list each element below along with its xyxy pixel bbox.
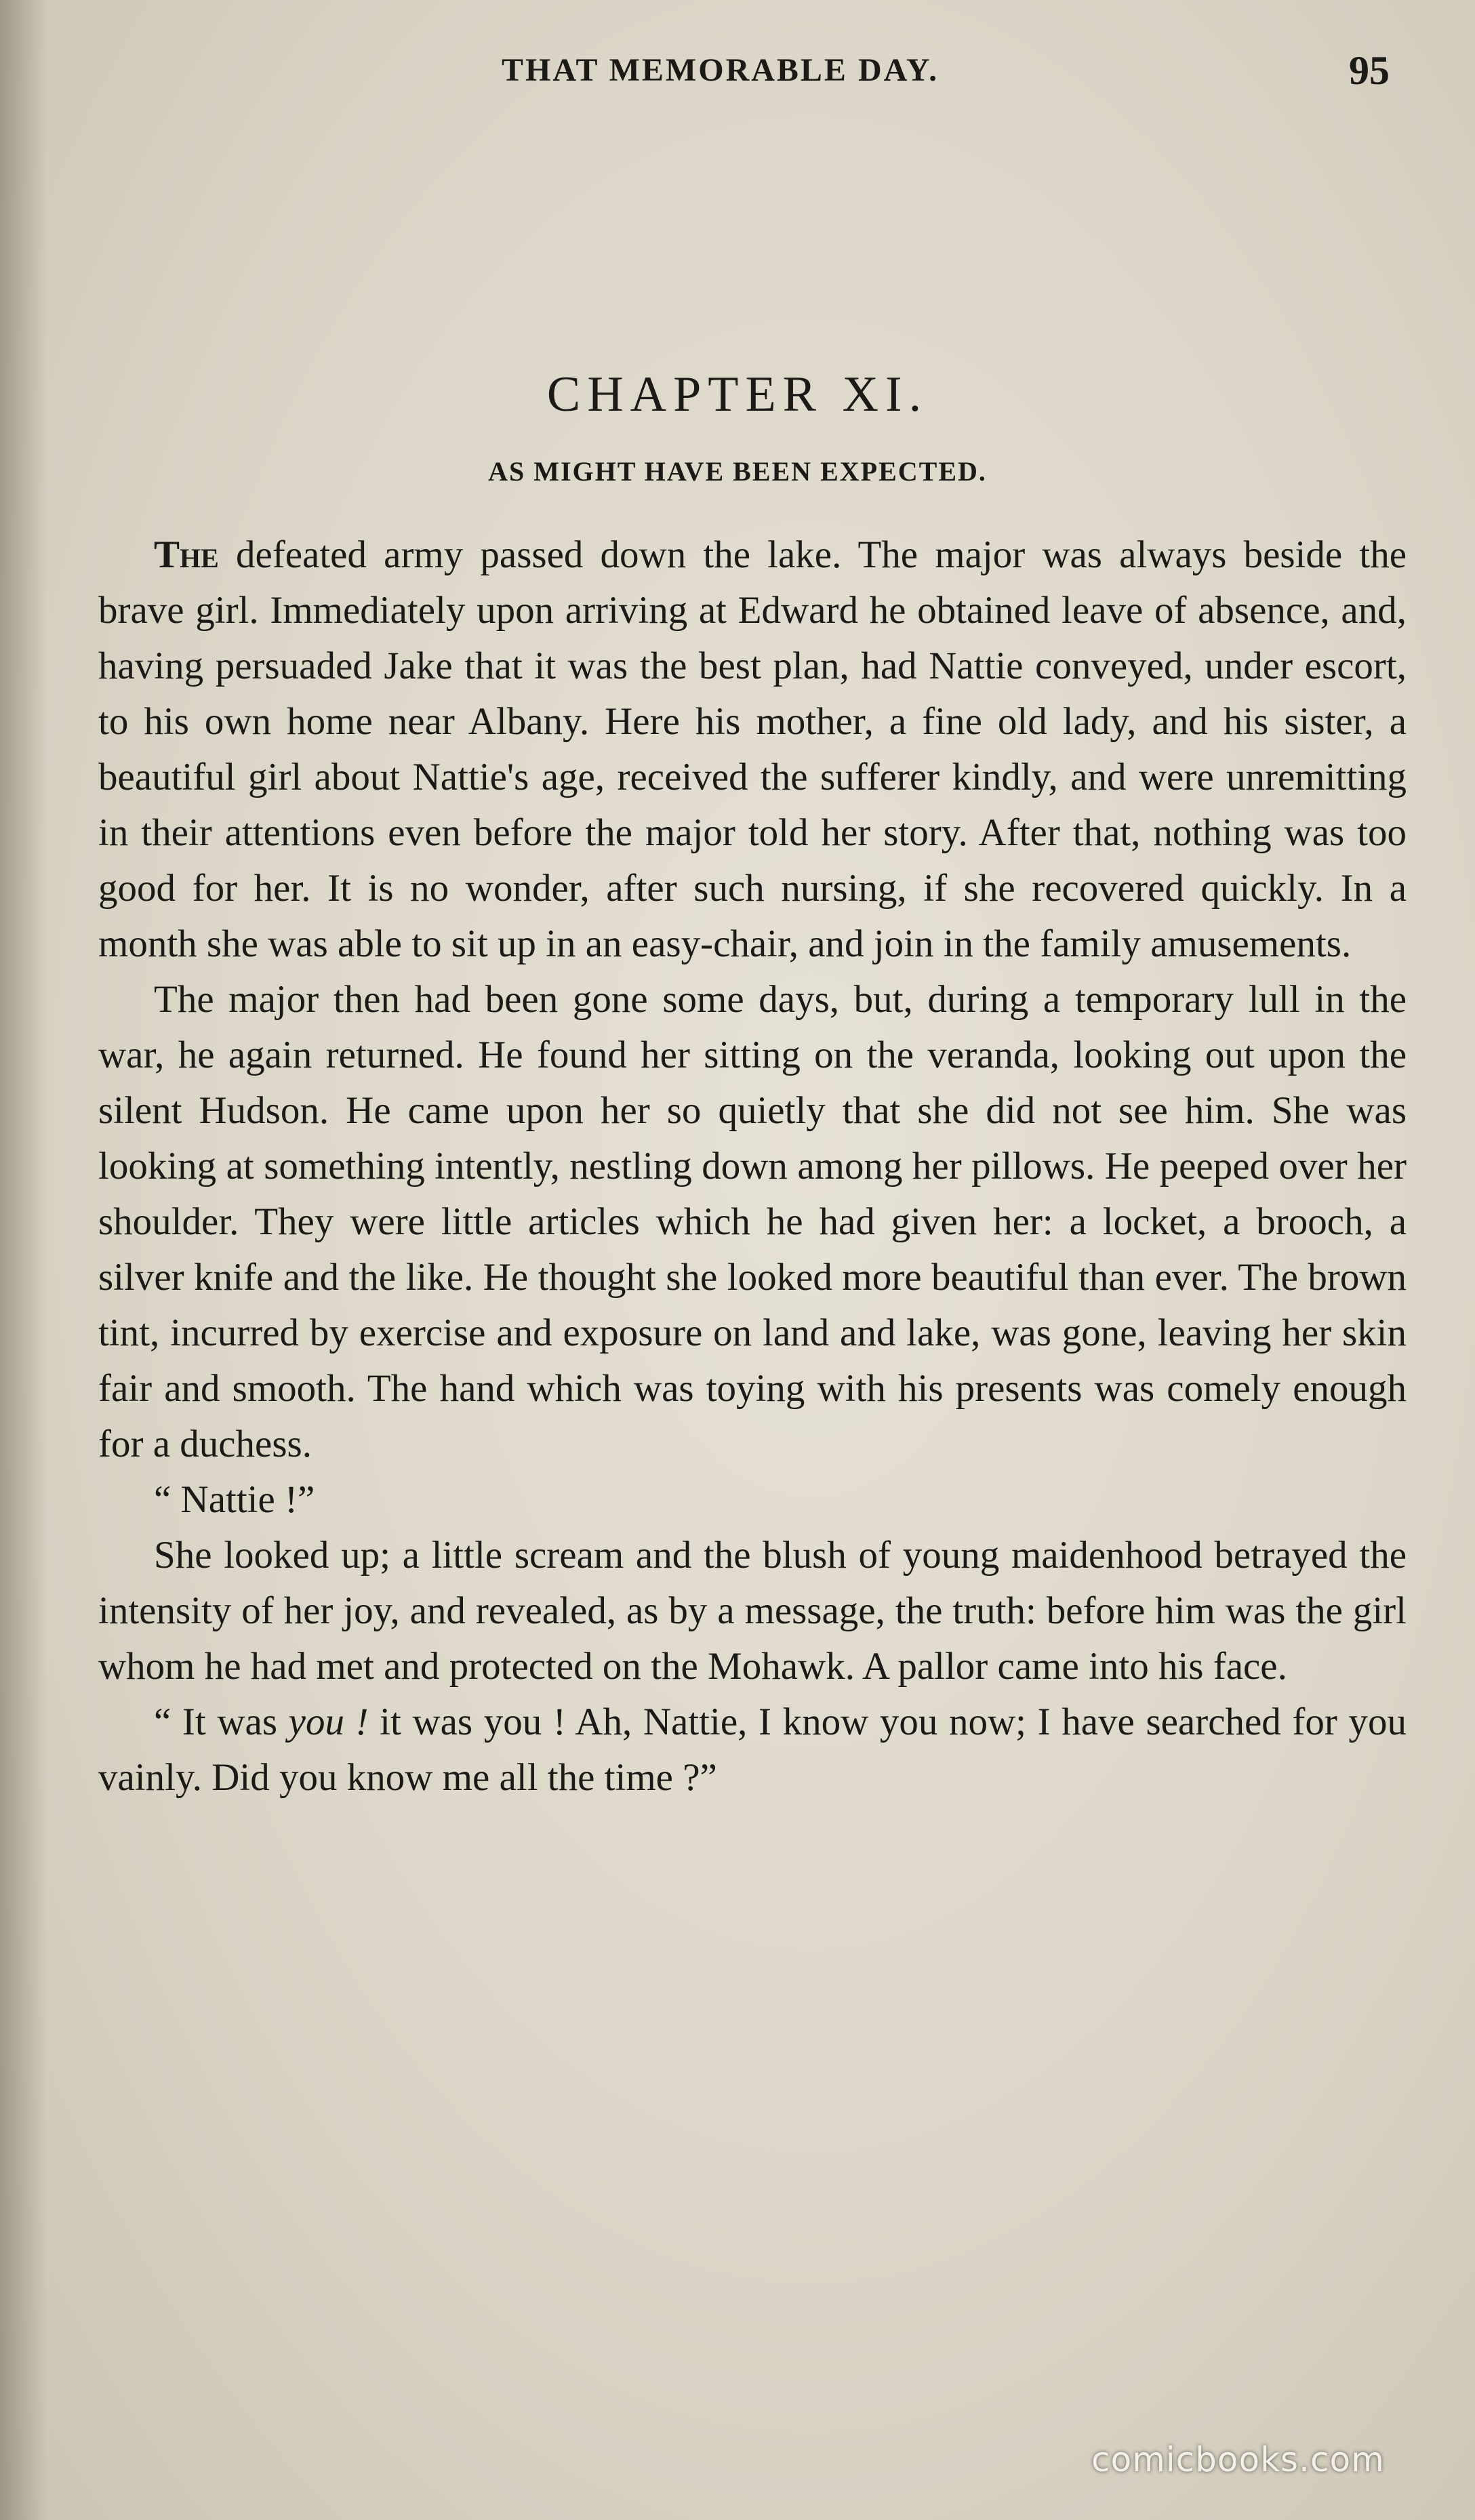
watermark: comicbooks.com bbox=[1091, 2440, 1385, 2479]
chapter-title: CHAPTER XI. bbox=[546, 367, 929, 422]
page-number: 95 bbox=[1349, 48, 1390, 93]
paragraph-5-post: it was you ! Ah, Nattie, I know you now; I have searched for you vainly. Did you know me all the time ?” bbox=[98, 1701, 1407, 1799]
paragraph-5-emphasis: you ! bbox=[288, 1701, 369, 1743]
body-text bbox=[98, 527, 1407, 1806]
paragraph-1-text: defeated army passed down the lake. The major was always beside the brave girl. Immediately upon arriving at Edward he obtained leave of absence, and, having persuaded Jake that it was the best plan, had Nattie conveyed, under escort, to his own home near Albany. Here his mother, a fine old lady, and his sister, a beautiful girl about Nattie's age, received the sufferer kindly, and were unremitting in their attentions even before the major told her story. After that, nothing was too good for her. It is no wonder, after such nursing, if she recovered quickly. In a month she was able to sit up in an easy-chair, and join in the family amusements. bbox=[98, 533, 1407, 965]
running-head bbox=[0, 47, 1475, 102]
paragraph-1 bbox=[98, 527, 1407, 972]
paragraph-2: The major then had been gone some days, but, during a temporary lull in the war, he again returned. He found her sitting on the veranda, looking out upon the silent Hudson. He came upon her so quietly that she did not see him. She was looking at something intently, nestling down among her pillows. He peeped over her shoulder. They were little articles which he had given her: a locket, a brooch, a silver knife and the like. He thought she looked more beautiful than ever. The brown tint, incurred by exercise and exposure on land and lake, was gone, leaving her skin fair and smooth. The hand which was toying with his presents was comely enough for a duchess. bbox=[98, 978, 1407, 1465]
running-head-title: THAT MEMORABLE DAY. bbox=[502, 52, 939, 88]
paragraph-3: “ Nattie !” bbox=[154, 1478, 315, 1521]
paragraph-4: She looked up; a little scream and the blush of young maidenhood betrayed the intensity of her joy, and revealed, as by a message, the truth: before him was the girl whom he had met and protected on the Mohawk. A pallor came into his face. bbox=[98, 1534, 1407, 1688]
paragraph-1-first-word: The bbox=[154, 533, 219, 576]
chapter-subtitle: AS MIGHT HAVE BEEN EXPECTED. bbox=[488, 456, 987, 487]
paragraph-5 bbox=[98, 1694, 1407, 1806]
paragraph-5-pre: “ It was bbox=[154, 1701, 289, 1743]
